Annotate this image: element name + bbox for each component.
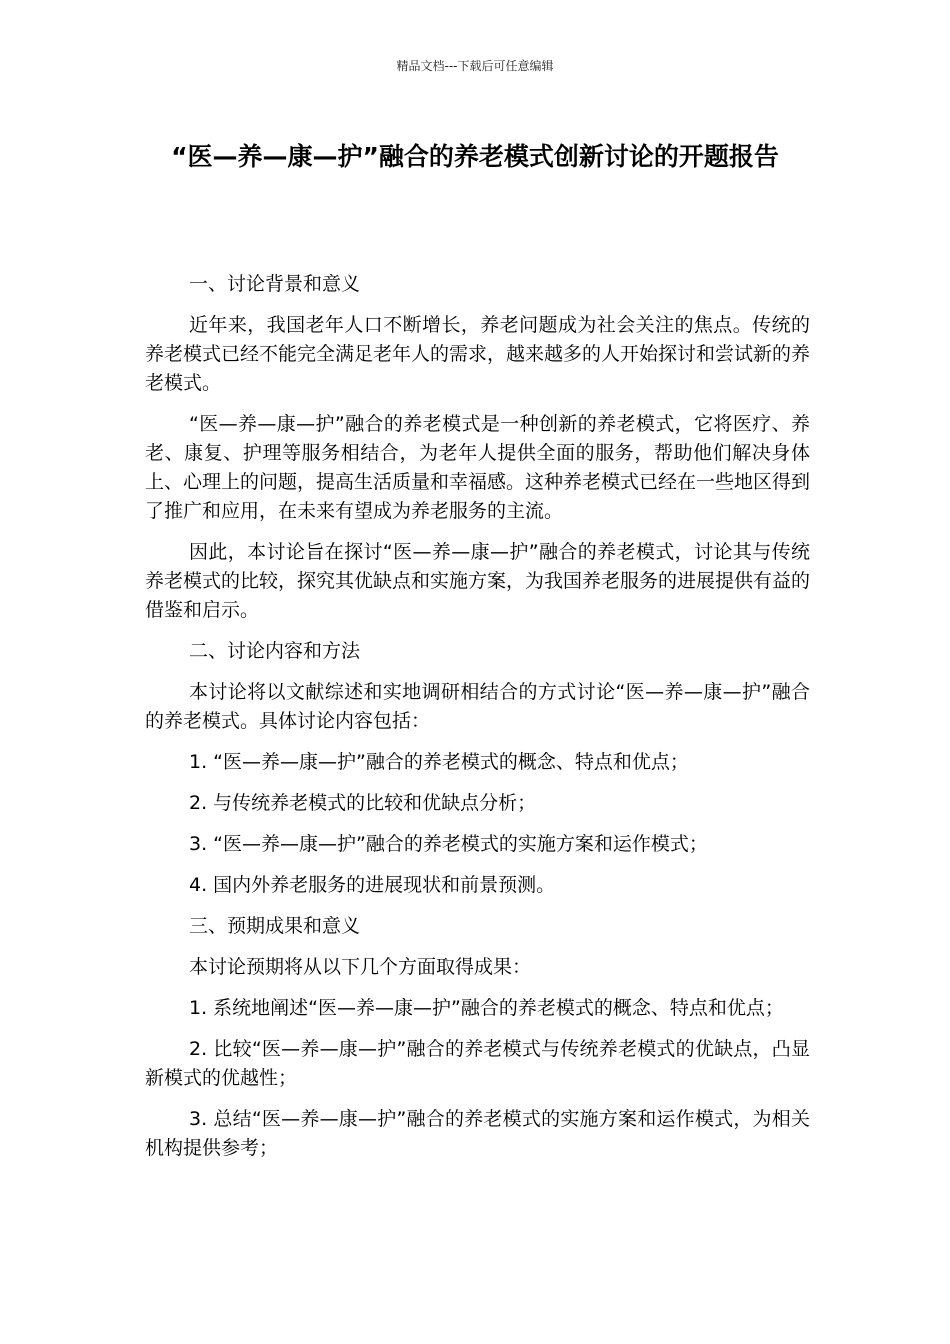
section-heading-content: 二、讨论内容和方法 — [189, 640, 361, 662]
section-heading-background: 一、讨论背景和意义 — [189, 273, 361, 295]
list-item: 2. 比较“医—养—康—护”融合的养老模式与传统养老模式的优缺点，凸显新模式的优越性； — [145, 1038, 810, 1089]
list-item: 3. 总结“医—养—康—护”融合的养老模式的实施方案和运作模式，为相关机构提供参考； — [145, 1108, 810, 1159]
list-item: 1. 系统地阐述“医—养—康—护”融合的养老模式的概念、特点和优点； — [189, 997, 784, 1019]
list-item: 2. 与传统养老模式的比较和优缺点分析； — [189, 792, 537, 814]
page-header: 精品文档---下载后可任意编辑 — [396, 59, 554, 73]
section-heading-outcomes: 三、预期成果和意义 — [189, 915, 361, 937]
list-item: 3. “医—养—康—护”融合的养老模式的实施方案和运作模式； — [189, 833, 708, 855]
list-item: 1. “医—养—康—护”融合的养老模式的概念、特点和优点； — [189, 751, 689, 773]
paragraph: 近年来，我国老年人口不断增长，养老问题成为社会关注的焦点。传统的养老模式已经不能完全满足老年人的需求，越来越多的人开始探讨和尝试新的养老模式。 — [145, 314, 811, 394]
list-item: 4. 国内外养老服务的进展现状和前景预测。 — [189, 874, 556, 896]
paragraph: 因此，本讨论旨在探讨“医—养—康—护”融合的养老模式，讨论其与传统养老模式的比较，探究其优缺点和实施方案，为我国养老服务的进展提供有益的借鉴和启示。 — [145, 541, 811, 621]
paragraph: 本讨论将以文献综述和实地调研相结合的方式讨论“医—养—康—护”融合的养老模式。具体讨论内容包括： — [145, 681, 810, 732]
document-title: “医—养—康—护”融合的养老模式创新讨论的开题报告 — [171, 142, 779, 171]
paragraph: 本讨论预期将从以下几个方面取得成果： — [189, 956, 532, 978]
document-body — [145, 270, 810, 1175]
paragraph: “医—养—康—护”融合的养老模式是一种创新的养老模式，它将医疗、养老、康复、护理等服务相结合，为老年人提供全面的服务，帮助他们解决身体上、心理上的问题，提高生活质量和幸福感。这种养老模式已经在一些地区得到了推广和应用，在未来有望成为养老服务的主流。 — [145, 413, 811, 522]
